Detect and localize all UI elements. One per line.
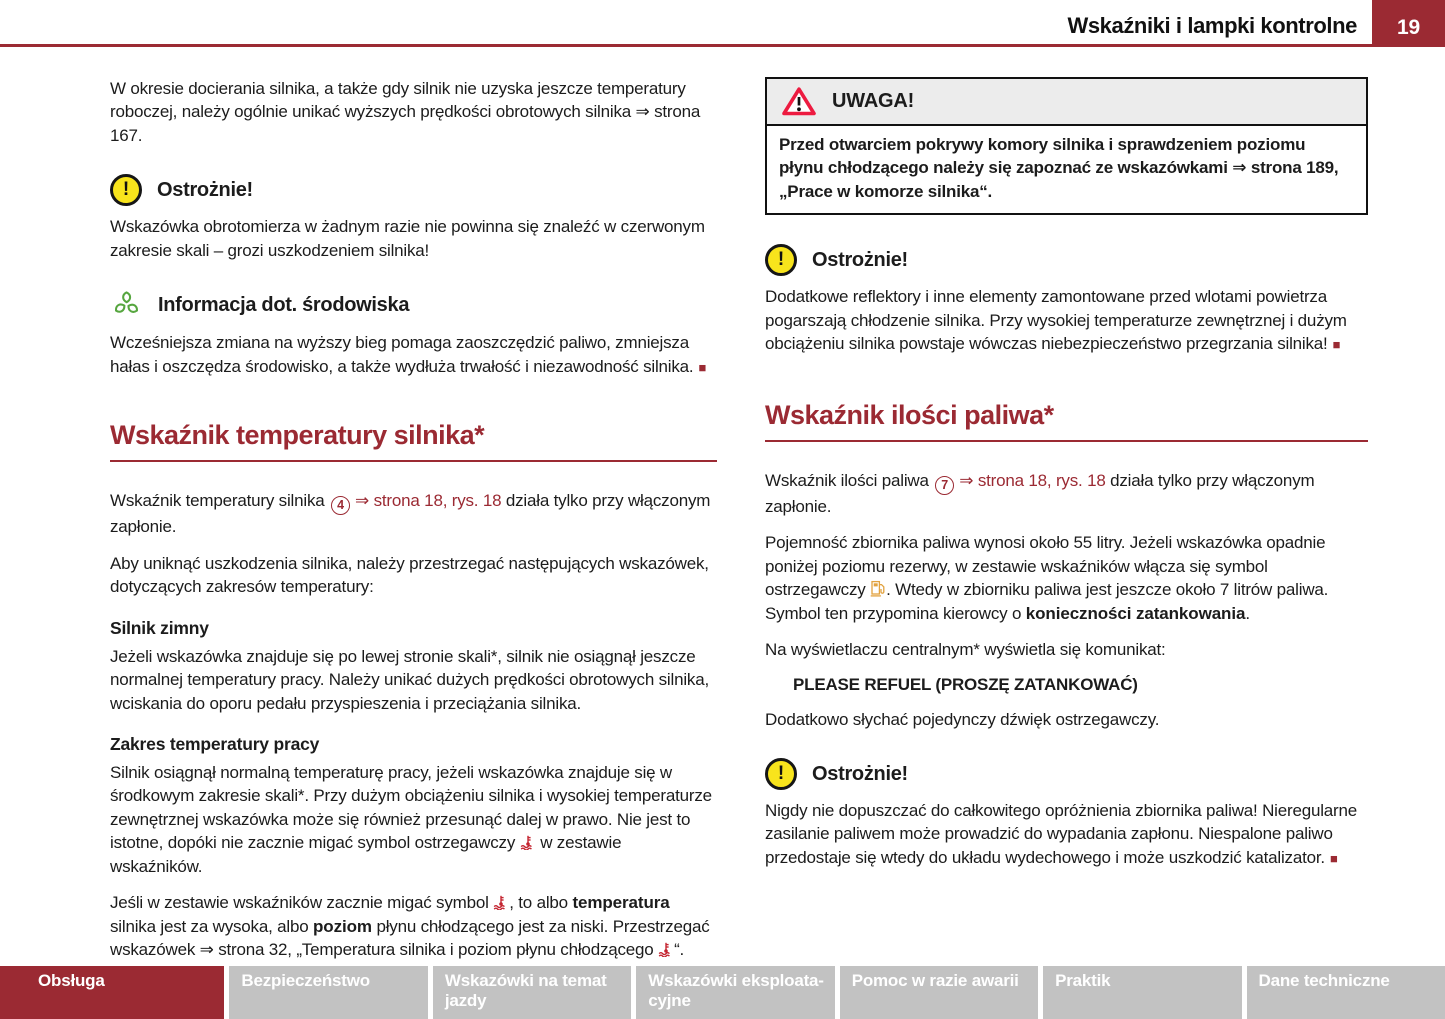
bold-refuel-necessity: konieczności zatankowania bbox=[1025, 603, 1246, 623]
coolant-temp-icon bbox=[520, 835, 536, 850]
tab-dane-techniczne[interactable] bbox=[1247, 966, 1445, 1019]
tab-label: Wskazówki eksploata- bbox=[648, 971, 824, 990]
subhead-cold-engine: Silnik zimny bbox=[110, 617, 209, 638]
caution-title: Ostrożnie! bbox=[157, 178, 253, 201]
tab-praktik[interactable] bbox=[1043, 966, 1241, 1019]
text: Dodatkowe reflektory i inne elementy zamontowane przed wlotami powietrza pogarszają chłodzenie silnika. Przy wysokiej temperaturze zewnętrznej i dużym obciążeniu silnika powstaje wówczas niebezpieczeństwo przegrzania silnika! bbox=[765, 287, 1347, 354]
bottom-nav bbox=[0, 966, 1445, 1019]
text: płynu chłodzącego jest za niski. Przestrzegać wskazówek ⇒ strona 32, „Temperatura silnika i poziom płynu chłodzącego bbox=[110, 916, 710, 960]
section-title-fuel: Wskaźnik ilości paliwa* bbox=[765, 400, 1368, 442]
cold-engine-body: Jeżeli wskazówka znajduje się po lewej stronie skali*, silnik nie osiągnął jeszcze normalnej temperatury pracy. Należy unikać dużych prędkości obrotowych silnika, wciskania do oporu pedału przyspieszenia i przeciążania silnika. bbox=[110, 646, 709, 713]
tab-bezpieczenstwo[interactable] bbox=[229, 966, 427, 1019]
caution-exclamation-icon bbox=[110, 174, 142, 206]
left-column bbox=[110, 77, 717, 975]
xref-link-strona18[interactable]: ⇒ strona 18, rys. 18 bbox=[355, 491, 502, 511]
content bbox=[0, 47, 1445, 975]
caution-heading-right-1 bbox=[765, 244, 1368, 276]
caution-heading-left bbox=[110, 174, 717, 206]
warning-triangle-icon bbox=[781, 86, 817, 117]
fuel-tank-paragraph bbox=[765, 531, 1368, 625]
eco-heading bbox=[110, 289, 717, 322]
page-number-badge: 19 bbox=[1372, 0, 1445, 44]
right-column bbox=[765, 77, 1368, 975]
caution-heading-right-2 bbox=[765, 758, 1368, 790]
tab-label: Obsługa bbox=[38, 971, 105, 990]
reflectors-caution-body bbox=[765, 285, 1368, 355]
section-end-mark: ■ bbox=[698, 359, 707, 375]
warning-title: UWAGA! bbox=[832, 90, 915, 112]
text: Wskaźnik ilości paliwa bbox=[765, 470, 934, 490]
coolant-temp-icon bbox=[658, 942, 674, 957]
tab-pomoc-w-razie-awarii[interactable] bbox=[840, 966, 1038, 1019]
tab-label: cyjne bbox=[648, 990, 691, 1010]
warning-sound-paragraph: Dodatkowo słychać pojedynczy dźwięk ostrzegawczy. bbox=[765, 709, 1160, 729]
coolant-temp-icon bbox=[493, 895, 509, 910]
text: Silnik osiągnął normalną temperaturę pracy, jeżeli wskazówka znajduje się w środkowym zakresie skali*. Przy dużym obciążeniu silnika i wysokiej temperaturze zewnętrznej wskazówka może się również przesunąć dalej w prawo. Nie jest to istotne, dopóki nie zacznie migać symbol ostrzegawczy bbox=[110, 763, 712, 853]
display-message-intro: Na wyświetlaczu centralnym* wyświetla się komunikat: bbox=[765, 640, 1166, 660]
text: działa tylko przy włączonym zapłonie. bbox=[765, 470, 1315, 516]
tab-wskazowki-na-temat-jazdy[interactable] bbox=[433, 966, 631, 1019]
tab-label: Praktik bbox=[1055, 971, 1111, 990]
eco-body bbox=[110, 331, 717, 378]
empty-tank-caution-body bbox=[765, 799, 1368, 869]
section-end-mark: ■ bbox=[1332, 337, 1341, 353]
warning-box bbox=[765, 77, 1368, 215]
caution-title: Ostrożnie! bbox=[812, 762, 908, 785]
warning-box-header bbox=[767, 79, 1366, 126]
temp-advice-paragraph: Aby uniknąć uszkodzenia silnika, należy przestrzegać następujących wskazówek, dotyczących zakresów temperatury: bbox=[110, 553, 709, 597]
text: Jeśli w zestawie wskaźników zacznie migać symbol bbox=[110, 893, 494, 913]
bold-poziom: poziom bbox=[313, 916, 372, 936]
tab-label: Pomoc w razie awarii bbox=[851, 971, 1019, 990]
text: . bbox=[1245, 603, 1250, 623]
caution-title: Ostrożnie! bbox=[812, 248, 908, 271]
tab-label: Wskazówki na temat bbox=[444, 971, 607, 990]
chapter-title: Wskaźniki i lampki kontrolne bbox=[1067, 13, 1357, 38]
caution-body: Wskazówka obrotomierza w żadnym razie nie powinna się znaleźć w czerwonym zakresie skali – grozi uszkodzeniem silnika! bbox=[110, 217, 705, 260]
tab-label: jazdy bbox=[444, 990, 487, 1010]
display-message-text: PLEASE REFUEL (PROSZĘ ZATANKOWAĆ) bbox=[793, 674, 1138, 694]
text: Wcześniejsza zmiana na wyższy bieg pomaga zaoszczędzić paliwo, zmniejsza hałas i oszczędza środowisko, a także wydłuża trwałość i niezawodność silnika. bbox=[110, 333, 694, 376]
section-end-mark: ■ bbox=[1329, 850, 1338, 866]
text: silnika jest za wysoka, albo bbox=[110, 916, 314, 936]
ref-number-badge-7: 7 bbox=[935, 476, 954, 495]
eco-title: Informacja dot. środowiska bbox=[158, 294, 410, 317]
caution-exclamation-icon bbox=[765, 758, 797, 790]
text: działa tylko przy włączonym zapłonie. bbox=[110, 491, 711, 537]
fuel-gauge-intro bbox=[765, 469, 1368, 519]
tab-label: Bezpieczeństwo bbox=[241, 971, 370, 990]
operating-range-body bbox=[110, 761, 717, 878]
subhead-operating-range: Zakres temperatury pracy bbox=[110, 734, 320, 755]
text: . Wtedy w zbiorniku paliwa jest jeszcze około 7 litrów paliwa. Symbol ten przypomina kierowcy o bbox=[765, 580, 1329, 623]
section-title-temperature: Wskaźnik temperatury silnika* bbox=[110, 420, 717, 462]
text: “. bbox=[674, 940, 685, 960]
text: Pojemność zbiornika paliwa wynosi około 55 litry. Jeżeli wskazówka opadnie poniżej poziomu rezerwy, w zestawie wskaźników włącza się symbol ostrzegawczy bbox=[765, 533, 1326, 600]
tab-obsluga[interactable] bbox=[0, 966, 224, 1019]
tab-label: Dane techniczne bbox=[1258, 971, 1390, 990]
text: Wskaźnik temperatury silnika bbox=[110, 491, 330, 511]
fuel-pump-icon bbox=[870, 580, 886, 597]
coolant-warning-paragraph bbox=[110, 891, 717, 961]
xref-link-strona18[interactable]: ⇒ strona 18, rys. 18 bbox=[959, 470, 1106, 490]
page-header bbox=[0, 0, 1445, 47]
ref-number-badge-4: 4 bbox=[331, 496, 350, 515]
text: , to albo bbox=[509, 893, 573, 913]
break-in-paragraph: W okresie docierania silnika, a także gdy silnik nie uzyska jeszcze temperatury roboczej, należy ogólnie unikać wyższych prędkości obrotowych silnika ⇒ strona 167. bbox=[110, 79, 701, 145]
bold-temperatura: temperatura bbox=[572, 893, 670, 913]
environment-leaves-icon bbox=[110, 289, 143, 322]
text: Nigdy nie dopuszczać do całkowitego opróżnienia zbiornika paliwa! Nieregularne zasilanie paliwem może prowadzić do wypadania zapłonu. Niespalone paliwo przedostaje się wtedy do układu wydechowego i może uszkodzić katalizator. bbox=[765, 801, 1358, 867]
text: w zestawie wskaźników. bbox=[110, 833, 622, 876]
warning-body: Przed otwarciem pokrywy komory silnika i sprawdzeniem poziomu płynu chłodzącego należy się zapoznać ze wskazówkami ⇒ strona 189, „Prace w komorze silnika“. bbox=[779, 135, 1339, 201]
temp-gauge-intro bbox=[110, 489, 717, 539]
tab-wskazowki-eksploatacyjne[interactable] bbox=[636, 966, 834, 1019]
caution-exclamation-icon bbox=[765, 244, 797, 276]
